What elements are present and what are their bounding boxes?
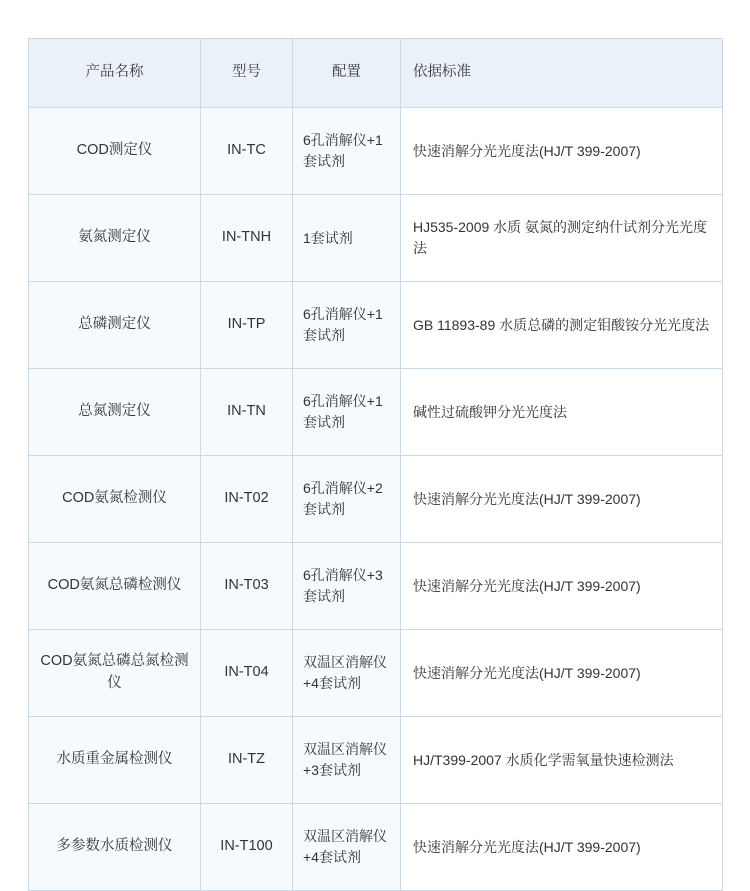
cell-configuration: 双温区消解仪+4套试剂 bbox=[293, 630, 401, 717]
table-body bbox=[29, 108, 723, 891]
cell-product-name: 水质重金属检测仪 bbox=[29, 717, 201, 804]
table-header-row bbox=[29, 39, 723, 108]
cell-configuration: 6孔消解仪+1套试剂 bbox=[293, 282, 401, 369]
table-row bbox=[29, 717, 723, 804]
table-row bbox=[29, 543, 723, 630]
cell-model: IN-T03 bbox=[201, 543, 293, 630]
cell-configuration: 双温区消解仪+4套试剂 bbox=[293, 804, 401, 891]
column-header-model: 型号 bbox=[201, 39, 293, 108]
cell-model: IN-TN bbox=[201, 369, 293, 456]
cell-standard: 快速消解分光光度法(HJ/T 399-2007) bbox=[401, 804, 723, 891]
cell-product-name: 总磷测定仪 bbox=[29, 282, 201, 369]
table-row bbox=[29, 456, 723, 543]
cell-standard: 快速消解分光光度法(HJ/T 399-2007) bbox=[401, 108, 723, 195]
table-row bbox=[29, 282, 723, 369]
column-header-product-name: 产品名称 bbox=[29, 39, 201, 108]
table-header bbox=[29, 39, 723, 108]
cell-product-name: 氨氮测定仪 bbox=[29, 195, 201, 282]
cell-model: IN-TNH bbox=[201, 195, 293, 282]
cell-standard: 快速消解分光光度法(HJ/T 399-2007) bbox=[401, 543, 723, 630]
cell-configuration: 1套试剂 bbox=[293, 195, 401, 282]
cell-product-name: COD氨氮总磷总氮检测仪 bbox=[29, 630, 201, 717]
cell-configuration: 6孔消解仪+3套试剂 bbox=[293, 543, 401, 630]
cell-product-name: COD氨氮检测仪 bbox=[29, 456, 201, 543]
cell-model: IN-TP bbox=[201, 282, 293, 369]
cell-model: IN-TC bbox=[201, 108, 293, 195]
cell-standard: 快速消解分光光度法(HJ/T 399-2007) bbox=[401, 456, 723, 543]
cell-standard: HJ/T399-2007 水质化学需氧量快速检测法 bbox=[401, 717, 723, 804]
cell-configuration: 6孔消解仪+1套试剂 bbox=[293, 369, 401, 456]
column-header-standard: 依据标准 bbox=[401, 39, 723, 108]
cell-product-name: 多参数水质检测仪 bbox=[29, 804, 201, 891]
cell-product-name: 总氮测定仪 bbox=[29, 369, 201, 456]
cell-model: IN-T02 bbox=[201, 456, 293, 543]
cell-model: IN-T04 bbox=[201, 630, 293, 717]
cell-standard: HJ535-2009 水质 氨氮的测定纳什试剂分光光度法 bbox=[401, 195, 723, 282]
table-row bbox=[29, 108, 723, 195]
cell-configuration: 双温区消解仪+3套试剂 bbox=[293, 717, 401, 804]
cell-standard: 快速消解分光光度法(HJ/T 399-2007) bbox=[401, 630, 723, 717]
table-row bbox=[29, 630, 723, 717]
table-row bbox=[29, 369, 723, 456]
cell-configuration: 6孔消解仪+1套试剂 bbox=[293, 108, 401, 195]
product-spec-table bbox=[28, 38, 723, 891]
cell-configuration: 6孔消解仪+2套试剂 bbox=[293, 456, 401, 543]
table-row bbox=[29, 195, 723, 282]
cell-product-name: COD氨氮总磷检测仪 bbox=[29, 543, 201, 630]
cell-model: IN-TZ bbox=[201, 717, 293, 804]
table-row bbox=[29, 804, 723, 891]
column-header-configuration: 配置 bbox=[293, 39, 401, 108]
cell-product-name: COD测定仪 bbox=[29, 108, 201, 195]
cell-model: IN-T100 bbox=[201, 804, 293, 891]
cell-standard: GB 11893-89 水质总磷的测定钼酸铵分光光度法 bbox=[401, 282, 723, 369]
cell-standard: 碱性过硫酸钾分光光度法 bbox=[401, 369, 723, 456]
